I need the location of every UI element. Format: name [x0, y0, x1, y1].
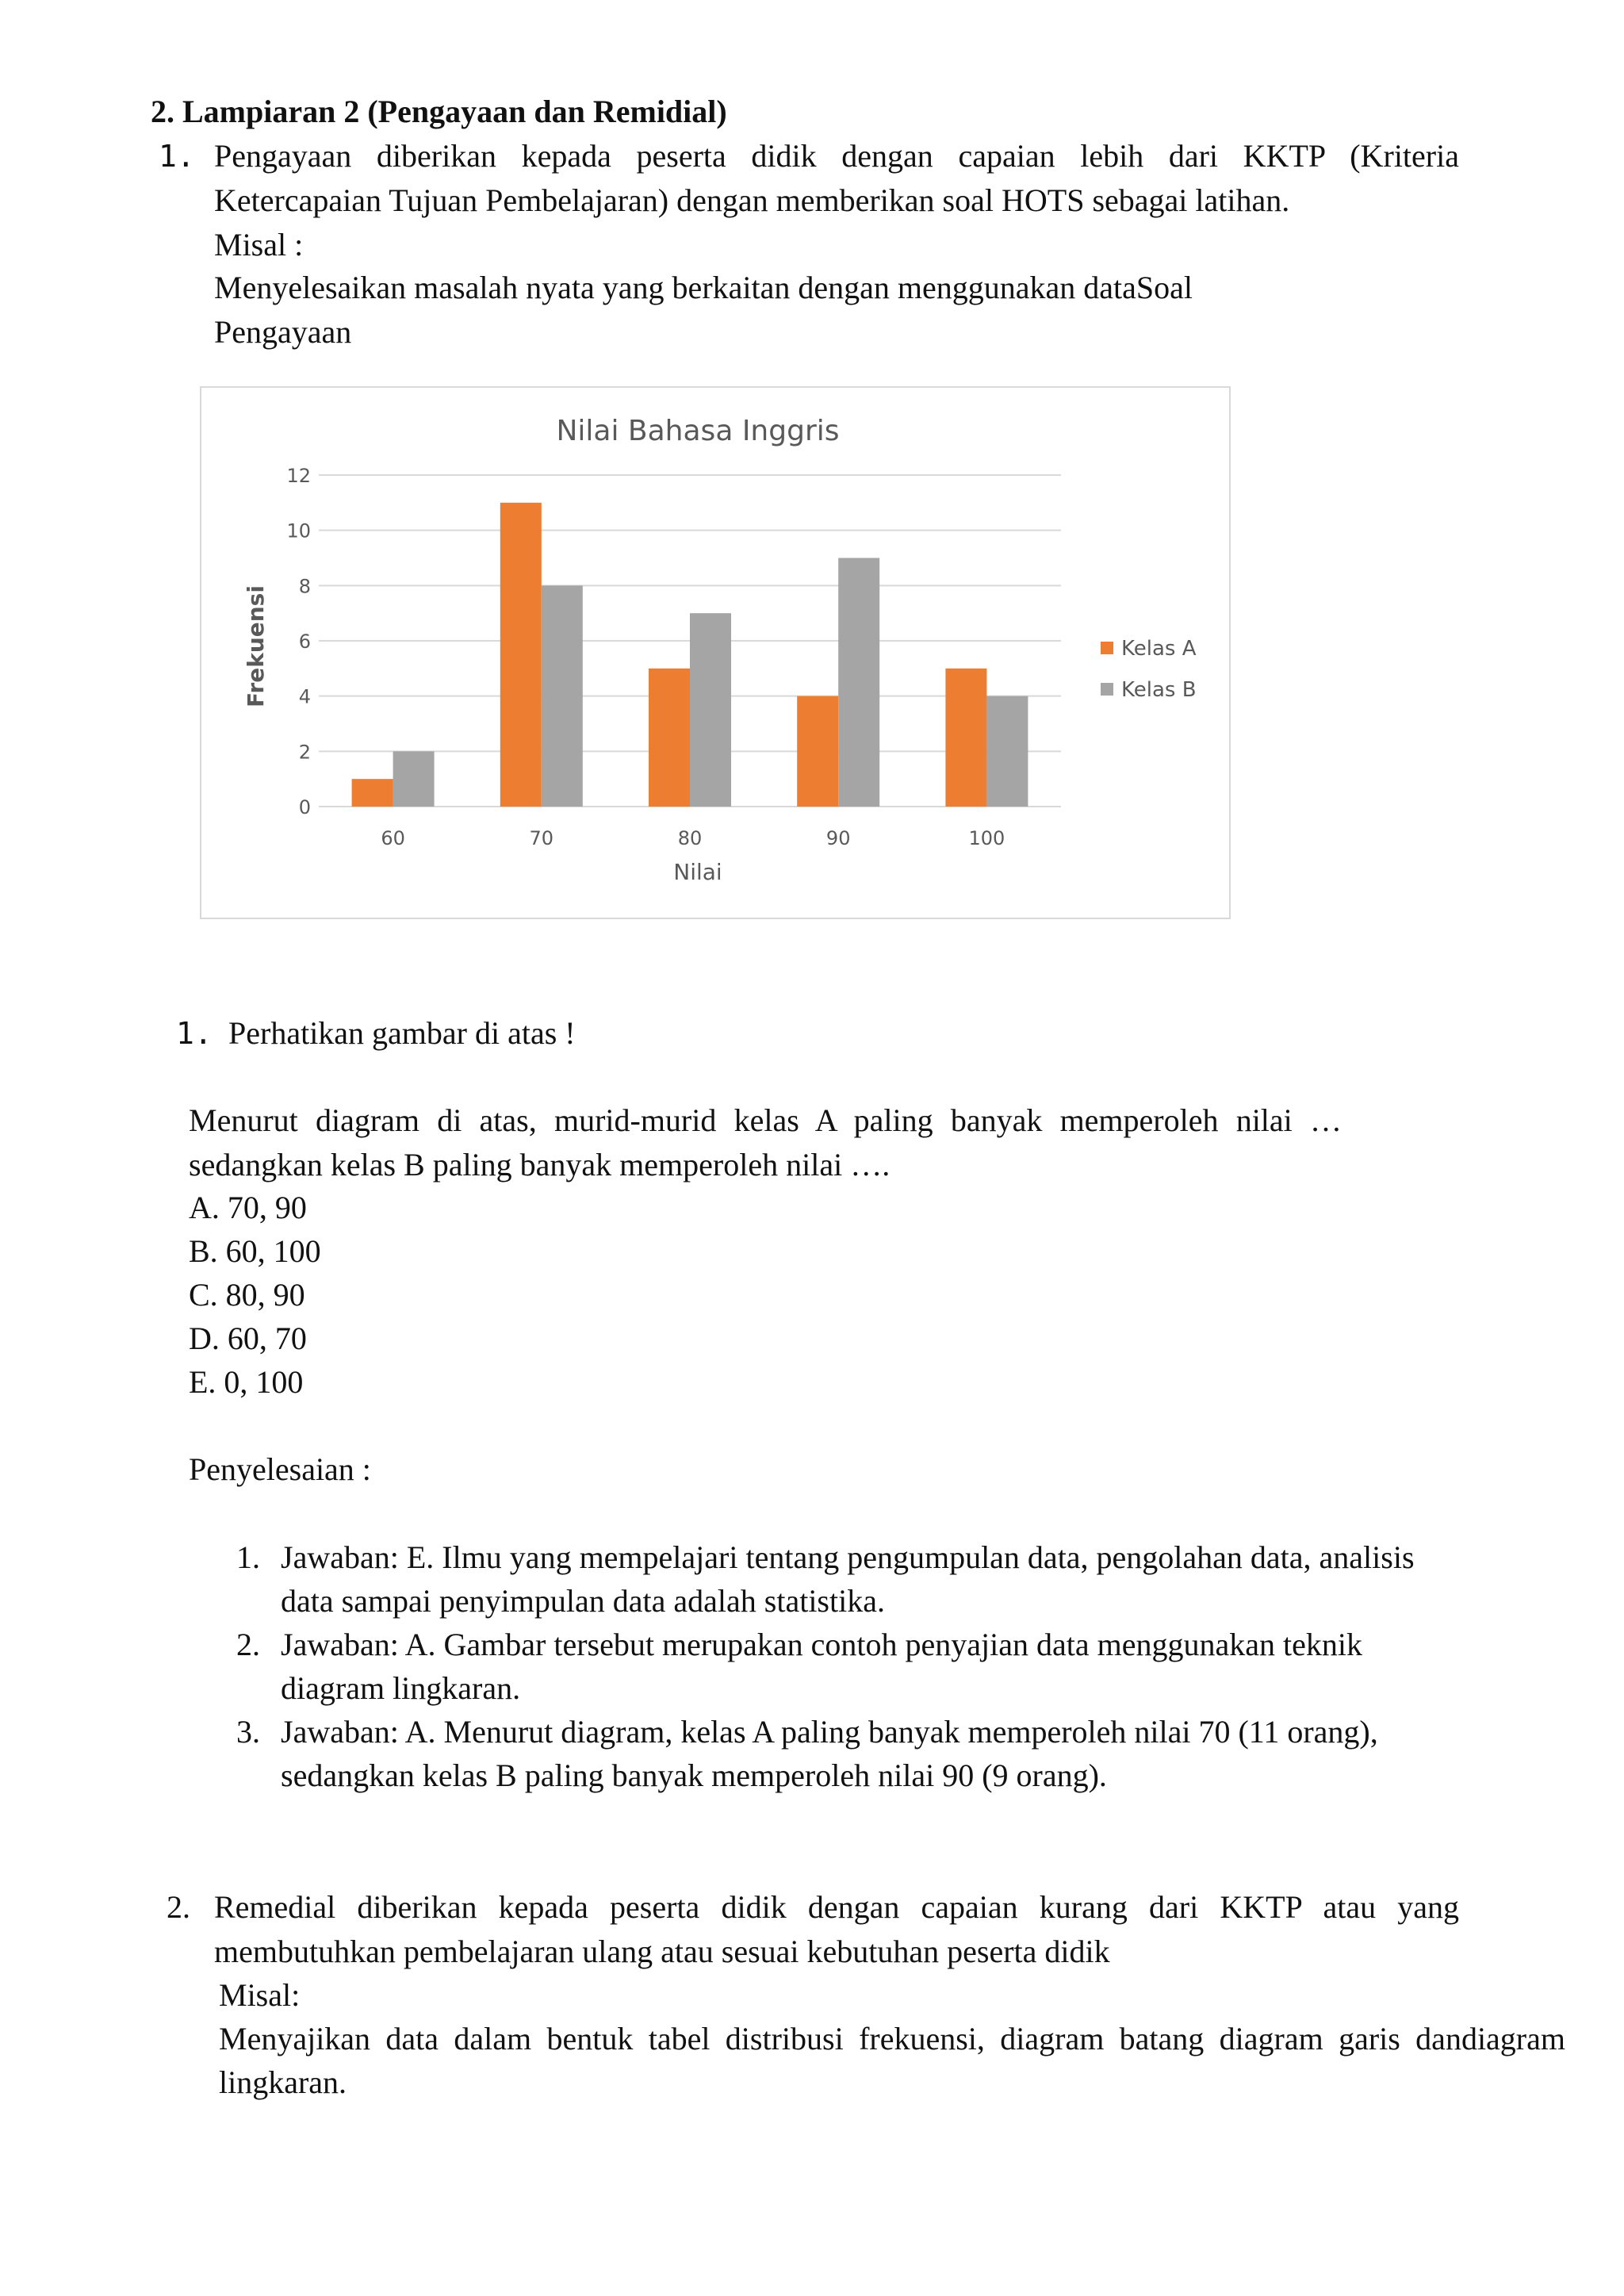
y-tick-label: 12: [286, 465, 311, 487]
pengayaan-line-1: Pengayaan diberikan kepada peserta didik dengan capaian lebih dari KKTP (Kriteria: [214, 138, 1459, 174]
remedial-line-2: membutuhkan pembelajaran ulang atau sesuai kebutuhan peserta didik: [214, 1934, 1110, 1969]
y-tick-label: 6: [298, 631, 311, 653]
misal-label: Misal :: [214, 227, 304, 263]
y-tick-label: 4: [298, 685, 311, 708]
x-tick-label: 60: [381, 827, 405, 849]
x-tick-label: 80: [677, 827, 703, 849]
bar-kelas-a-100: [945, 669, 986, 807]
answer-2-line-1: Jawaban: A. Gambar tersebut merupakan contoh penyajian data menggunakan teknik: [281, 1627, 1362, 1662]
legend-swatch-kelas-a: [1101, 642, 1113, 654]
x-tick-label: 70: [529, 827, 554, 849]
option-d: D. 60, 70: [189, 1320, 307, 1356]
answer-1-line-1: Jawaban: E. Ilmu yang mempelajari tentang pengumpulan data, pengolahan data, analisis: [281, 1539, 1415, 1575]
list-number: 1.: [159, 139, 195, 174]
remedial-line-1: Remedial diberikan kepada peserta didik dengan capaian kurang dari KKTP atau yang: [214, 1889, 1459, 1925]
question-prompt: Perhatikan gambar di atas !: [228, 1015, 576, 1051]
remedial-number: 2.: [167, 1889, 190, 1925]
question-line-1: Menurut diagram di atas, murid-murid kelas A paling banyak memperoleh nilai …: [189, 1102, 1342, 1138]
legend-label: Kelas A: [1121, 637, 1197, 661]
option-a: A. 70, 90: [189, 1190, 307, 1225]
answer-number: 2.: [236, 1627, 260, 1662]
option-b: B. 60, 100: [189, 1233, 321, 1269]
y-tick-label: 8: [298, 575, 311, 598]
bar-kelas-b-100: [986, 696, 1028, 807]
answer-3-line-2: sedangkan kelas B paling banyak memperoleh nilai 90 (9 orang).: [281, 1757, 1107, 1793]
legend-swatch-kelas-b: [1101, 683, 1113, 696]
chart-title: Nilai Bahasa Inggris: [556, 415, 840, 447]
answer-2-line-2: diagram lingkaran.: [281, 1670, 521, 1706]
bar-kelas-a-90: [797, 696, 838, 807]
section-heading: 2. Lampiaran 2 (Pengayaan dan Remidial): [151, 94, 727, 129]
question-line-2: sedangkan kelas B paling banyak memperoleh nilai ….: [189, 1147, 891, 1182]
x-axis-label: Nilai: [673, 859, 722, 885]
option-c: C. 80, 90: [189, 1277, 305, 1313]
bar-kelas-b-60: [393, 751, 435, 807]
bar-kelas-b-90: [838, 558, 879, 807]
answer-1-line-2: data sampai penyimpulan data adalah statistika.: [281, 1583, 885, 1619]
y-tick-label: 10: [286, 519, 311, 542]
remedial-misal-label: Misal:: [219, 1977, 301, 2013]
bar-kelas-a-70: [500, 503, 542, 807]
y-tick-label: 2: [298, 741, 311, 764]
bar-kelas-a-60: [352, 779, 393, 807]
answer-number: 3.: [236, 1714, 260, 1750]
legend-label: Kelas B: [1121, 678, 1197, 702]
remedial-desc-line-2: lingkaran.: [219, 2064, 347, 2100]
pengayaan-line-2: Ketercapaian Tujuan Pembelajaran) dengan memberikan soal HOTS sebagai latihan.: [214, 182, 1290, 218]
option-e: E. 0, 100: [189, 1364, 304, 1400]
remedial-desc-line-1: Menyajikan data dalam bentuk tabel distribusi frekuensi, diagram batang diagram garis dandiagram: [219, 2021, 1565, 2056]
bar-kelas-b-70: [542, 585, 583, 807]
y-axis-label: Frekuensi: [243, 585, 269, 707]
penyelesaian-label: Penyelesaian :: [189, 1451, 371, 1487]
bar-kelas-a-80: [649, 669, 690, 807]
pengayaan-desc-line-1: Menyelesaikan masalah nyata yang berkaitan dengan menggunakan dataSoal: [214, 270, 1193, 305]
x-tick-label: 100: [968, 827, 1005, 849]
bar-kelas-b-80: [690, 613, 731, 807]
answer-3-line-1: Jawaban: A. Menurut diagram, kelas A paling banyak memperoleh nilai 70 (11 orang),: [281, 1714, 1378, 1750]
y-tick-label: 0: [298, 796, 311, 818]
bar-chart: [200, 386, 1231, 919]
question-number: 1.: [176, 1016, 213, 1051]
answer-number: 1.: [236, 1539, 260, 1575]
pengayaan-desc-line-2: Pengayaan: [214, 314, 352, 350]
x-tick-label: 90: [825, 827, 851, 849]
